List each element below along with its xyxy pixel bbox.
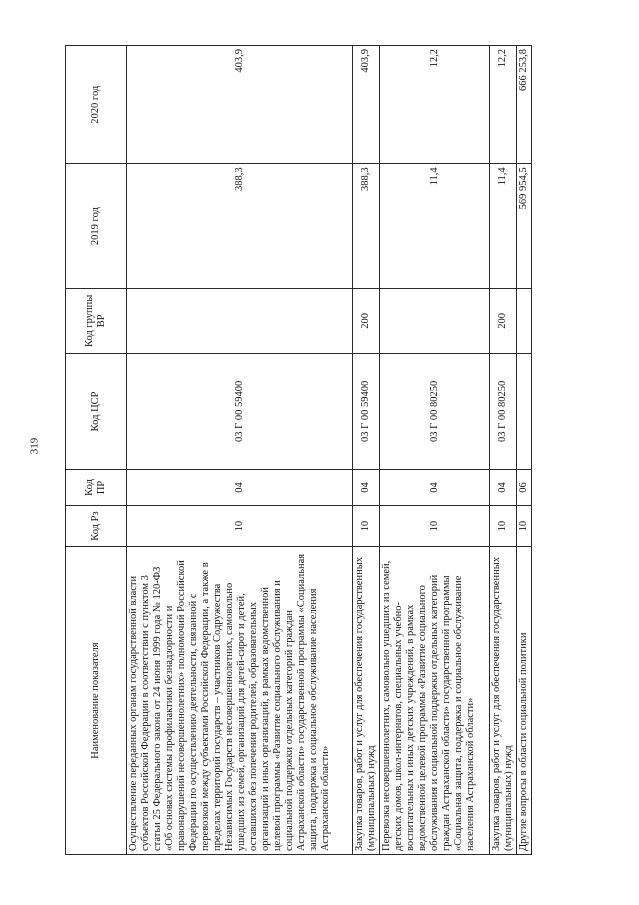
table-row xyxy=(517,46,532,855)
row-csr: 03 Г 00 59400 xyxy=(353,353,380,469)
row-vr xyxy=(380,288,490,353)
row-name: Закупка товаров, работ и услуг для обеспечения государственных (муниципальных) нужд xyxy=(353,547,380,855)
row-2019: 11,4 xyxy=(380,164,490,288)
budget-table xyxy=(65,45,532,855)
rotated-table-container xyxy=(65,45,529,855)
row-2020: 12,2 xyxy=(380,46,490,164)
row-rz: 10 xyxy=(490,506,517,547)
row-rz: 10 xyxy=(380,506,490,547)
row-pr: 04 xyxy=(490,469,517,505)
row-csr: 03 Г 00 80250 xyxy=(380,353,490,469)
table-row xyxy=(490,46,517,855)
row-vr: 200 xyxy=(353,288,380,353)
row-name: Перевозка несовершеннолетних, самовольно ушедших из семей, детских домов, школ-интернатов, специальных учебно-воспитательных и иных детских учреждений, в рамках ведомственной целевой программы «Развитие социального обслуживания и социальной поддержки отдельных категорий граждан Астраханской области» государственной программы «Социальная защита, поддержка и социальное обслуживание населения Астраханской области» xyxy=(380,547,490,855)
row-csr xyxy=(517,353,532,469)
row-2020: 666 253,8 xyxy=(517,46,532,164)
row-pr: 04 xyxy=(127,469,353,505)
table-header-row xyxy=(66,46,127,855)
row-vr xyxy=(517,288,532,353)
col-header-name: Наименование показателя xyxy=(66,547,127,855)
col-header-2020: 2020 год xyxy=(66,46,127,164)
row-2019: 569 954,5 xyxy=(517,164,532,288)
table-row xyxy=(127,46,353,855)
row-pr: 04 xyxy=(380,469,490,505)
row-csr: 03 Г 00 59400 xyxy=(127,353,353,469)
row-2019: 388,3 xyxy=(353,164,380,288)
row-2019: 388,3 xyxy=(127,164,353,288)
col-header-rz: Код Рз xyxy=(66,506,127,547)
row-rz: 10 xyxy=(127,506,353,547)
table-row xyxy=(380,46,490,855)
row-2020: 403,9 xyxy=(127,46,353,164)
table-row xyxy=(353,46,380,855)
row-2020: 12,2 xyxy=(490,46,517,164)
col-header-2019: 2019 год xyxy=(66,164,127,288)
row-csr: 03 Г 00 80250 xyxy=(490,353,517,469)
row-rz: 10 xyxy=(353,506,380,547)
row-vr: 200 xyxy=(490,288,517,353)
row-name: Другие вопросы в области социальной политики xyxy=(517,547,532,855)
row-pr: 06 xyxy=(517,469,532,505)
row-2020: 403,9 xyxy=(353,46,380,164)
row-2019: 11,4 xyxy=(490,164,517,288)
col-header-vr: Код группы ВР xyxy=(66,288,127,353)
row-vr xyxy=(127,288,353,353)
row-name: Закупка товаров, работ и услуг для обеспечения государственных (муниципальных) нужд xyxy=(490,547,517,855)
col-header-csr: Код ЦСР xyxy=(66,353,127,469)
row-pr: 04 xyxy=(353,469,380,505)
col-header-pr: Код ПР xyxy=(66,469,127,505)
page-number: 319 xyxy=(28,437,41,455)
row-rz: 10 xyxy=(517,506,532,547)
row-name: Осуществление переданных органам государственной власти субъектов Российской Федерации в соответствии с пунктом 3 статьи 25 Федерального закона от 24 июня 1999 года № 120-ФЗ «Об основах системы профилактики безнадзорности и правонарушений несовершеннолетних» полномочий Российской Федерации по осуществлению деятельности, связанной с перевозкой между субъектами Российской Федерации, а также в пределах территорий государств – участников Содружества Независимых Государств несовершеннолетних, самовольно ушедших из семей, организаций для детей-сирот и детей, оставшихся без попечения родителей, образовательных организаций и иных организаций, в рамках ведомственной целевой программы «Развитие социального обслуживания и социальной поддержки отдельных категорий граждан Астраханской области» государственной программы «Социальная защита, поддержка и социальное обслуживание населения Астраханской области» xyxy=(127,547,353,855)
